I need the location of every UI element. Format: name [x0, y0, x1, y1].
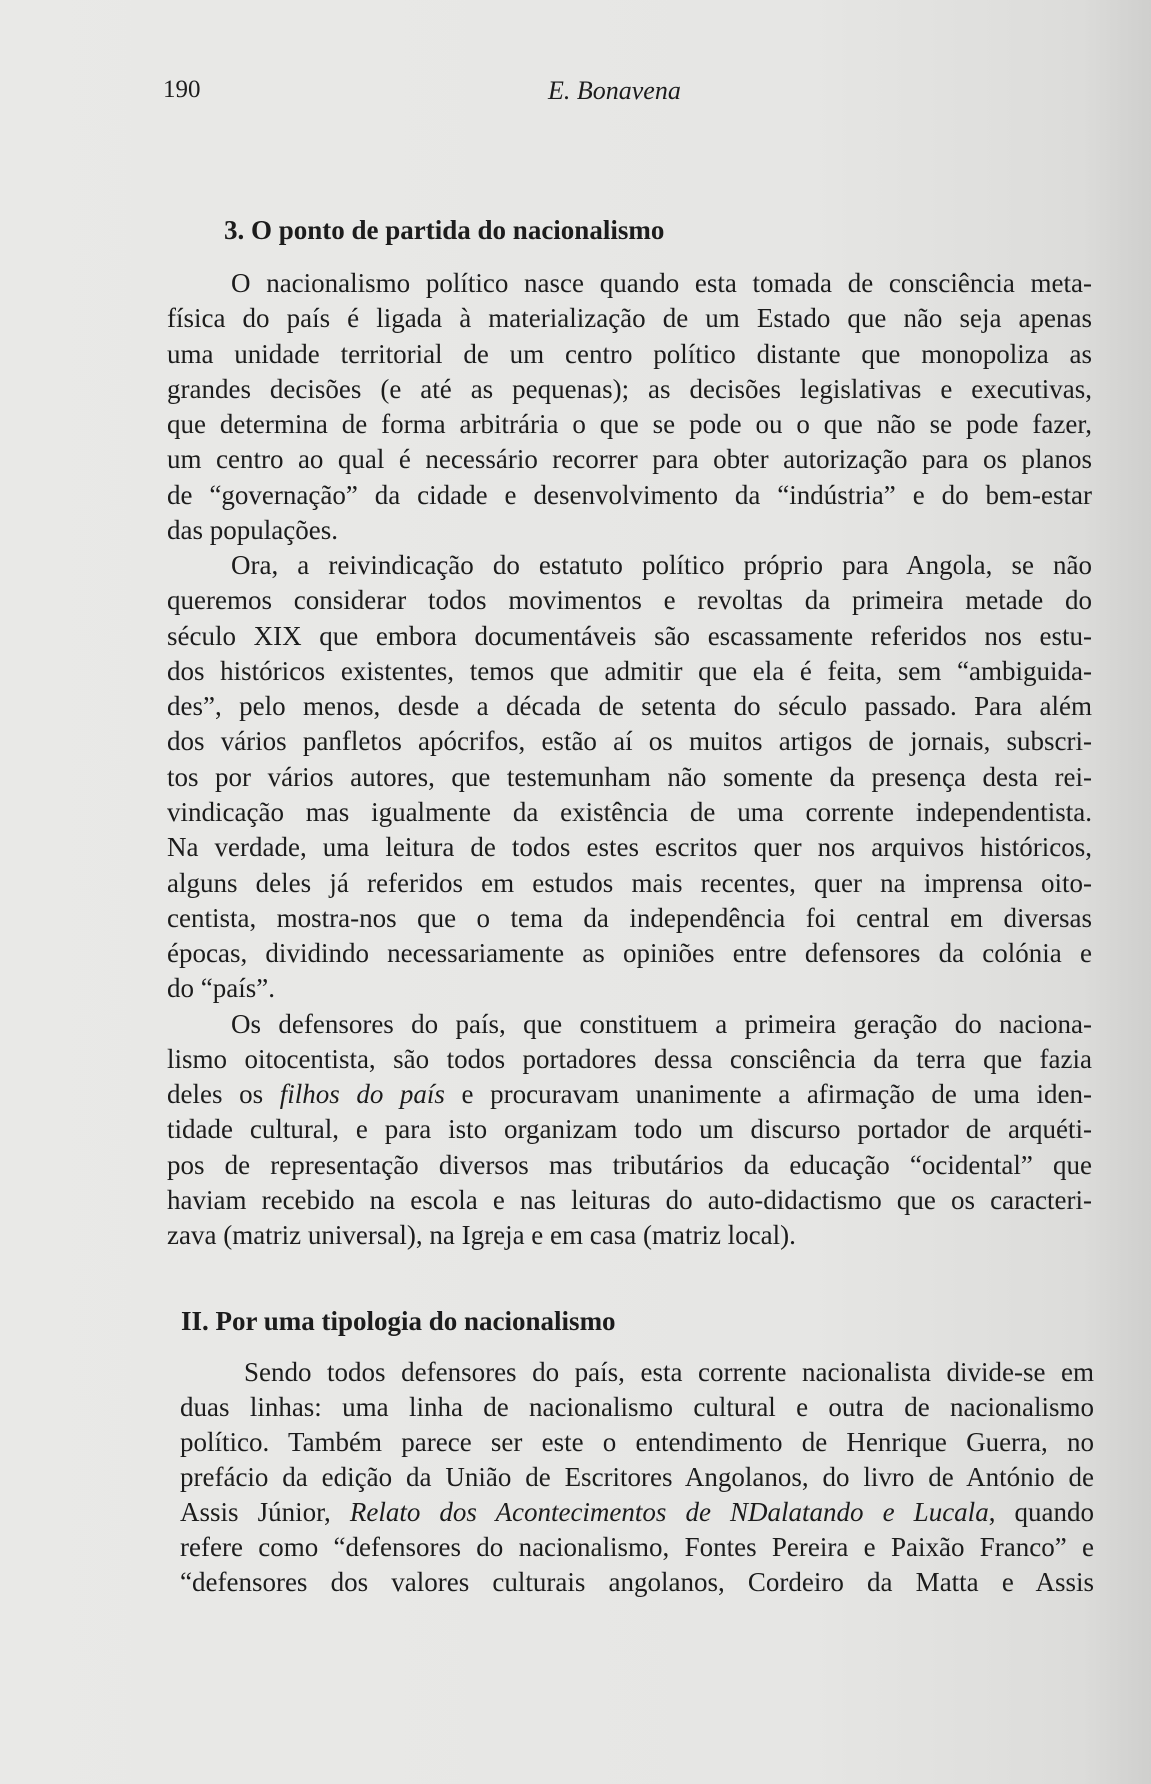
text-line: [167, 478, 1092, 513]
section-II-body: [180, 1355, 1094, 1600]
text-segment: e procuravam unanimente a afirmação de uma iden-: [444, 1079, 1092, 1110]
text-segment: zava (matriz universal), na Igreja e em casa (matriz local).: [167, 1220, 796, 1251]
text-segment: Ora, a reivindicação do estatuto político próprio para Angola, se não: [231, 550, 1092, 581]
text-line: [167, 1183, 1092, 1218]
text-segment: das populações.: [167, 514, 338, 545]
text-line: [167, 654, 1092, 689]
text-line: [167, 1077, 1092, 1112]
page-number: 190: [163, 76, 201, 103]
section-heading-3: 3. O ponto de partida do nacionalismo: [224, 215, 665, 245]
text-line: [167, 619, 1092, 654]
text-segment: duas linhas: uma linha de nacionalismo cultural e outra de nacionalismo: [180, 1392, 1094, 1422]
text-segment: tos por vários autores, que testemunham não somente da presença desta rei-: [167, 761, 1092, 792]
text-segment: Assis Júnior,: [180, 1497, 350, 1527]
text-segment: século XIX que embora documentáveis são escassamente referidos nos estu-: [167, 620, 1092, 651]
text-segment: alguns deles já referidos em estudos mais recentes, quer na imprensa oito-: [167, 867, 1092, 898]
text-line: [167, 1148, 1092, 1183]
text-line: [167, 795, 1092, 830]
text-segment: do “país”.: [167, 973, 275, 1004]
text-segment: dos históricos existentes, temos que admitir que ela é feita, sem “ambiguida-: [167, 655, 1092, 686]
text-line: [180, 1390, 1094, 1425]
text-segment: dos vários panfletos apócrifos, estão aí os muitos artigos de jornais, subscri-: [167, 726, 1092, 757]
text-line: [167, 901, 1092, 936]
text-line: [167, 266, 1092, 301]
text-line: [167, 513, 1092, 548]
text-line: [167, 689, 1092, 724]
paragraph: [167, 266, 1092, 548]
text-line: [167, 866, 1092, 901]
text-segment: prefácio da edição da União de Escritores Angolanos, do livro de António de: [180, 1462, 1094, 1492]
text-line: [167, 442, 1092, 477]
text-segment: vindicação mas igualmente da existência de uma corrente independentista.: [167, 796, 1092, 827]
text-segment: refere como “defensores do nacionalismo, Fontes Pereira e Paixão Franco” e: [180, 1532, 1094, 1562]
text-line: [167, 337, 1092, 372]
text-line: [167, 724, 1092, 759]
text-segment: queremos considerar todos movimentos e revoltas da primeira metade do: [167, 585, 1092, 616]
text-line: [167, 583, 1092, 618]
text-segment: deles os: [167, 1079, 280, 1110]
paragraph: [167, 548, 1092, 1006]
text-line: [167, 760, 1092, 795]
text-line: [167, 548, 1092, 583]
text-segment: lismo oitocentista, são todos portadores dessa consciência da terra que fazia: [167, 1043, 1092, 1074]
text-line: [167, 1007, 1092, 1042]
text-line: [180, 1460, 1094, 1495]
text-segment: O nacionalismo político nasce quando esta tomada de consciência meta-: [231, 268, 1092, 298]
text-segment: Na verdade, uma leitura de todos estes escritos quer nos arquivos históricos,: [167, 832, 1092, 863]
text-segment: haviam recebido na escola e nas leituras do auto-didactismo que os caracteri-: [167, 1184, 1092, 1215]
section-3-body: [167, 266, 1092, 1253]
italic-title-text: Relato dos Acontecimentos de NDalatando e Lucala: [349, 1497, 989, 1527]
text-line: [180, 1495, 1094, 1530]
section-heading-II: II. Por uma tipologia do nacionalismo: [181, 1306, 616, 1336]
text-segment: pos de representação diversos mas tributários da educação “ocidental” que: [167, 1149, 1092, 1180]
text-segment: , quando: [988, 1497, 1094, 1527]
paragraph: [167, 1007, 1092, 1254]
text-line: [180, 1425, 1094, 1460]
text-line: [167, 372, 1092, 407]
text-segment: um centro ao qual é necessário recorrer para obter autorização para os planos: [167, 444, 1092, 475]
text-segment: física do país é ligada à materialização de um Estado que não seja apenas: [167, 303, 1092, 334]
paragraph: [180, 1355, 1094, 1600]
text-line: [167, 971, 1092, 1006]
text-segment: tidade cultural, e para isto organizam todo um discurso portador de arquéti-: [167, 1114, 1092, 1145]
text-segment: centista, mostra-nos que o tema da independência foi central em diversas: [167, 902, 1092, 933]
text-segment: grandes decisões (e até as pequenas); as decisões legislativas e executivas,: [167, 373, 1092, 404]
running-head-author: E. Bonavena: [548, 76, 681, 105]
text-line: [167, 1042, 1092, 1077]
text-segment: uma unidade territorial de um centro político distante que monopoliza as: [167, 338, 1092, 369]
text-segment: Os defensores do país, que constituem a primeira geração do naciona-: [231, 1008, 1092, 1039]
text-line: [167, 1218, 1092, 1253]
text-segment: que determina de forma arbitrária o que se pode ou o que não se pode fazer,: [167, 409, 1092, 440]
text-line: [167, 301, 1092, 336]
text-line: [167, 936, 1092, 971]
text-segment: político. Também parece ser este o entendimento de Henrique Guerra, no: [180, 1427, 1094, 1457]
text-line: [180, 1530, 1094, 1565]
text-segment: de “governação” da cidade e desenvolvimento da “indústria” e do bem-estar: [167, 479, 1092, 510]
italic-title-text: filhos do país: [279, 1079, 445, 1110]
text-segment: épocas, dividindo necessariamente as opiniões entre defensores da colónia e: [167, 938, 1092, 969]
text-line: [167, 830, 1092, 865]
text-line: [167, 407, 1092, 442]
text-line: [167, 1112, 1092, 1147]
text-line: [180, 1355, 1094, 1390]
text-segment: “defensores dos valores culturais angolanos, Cordeiro da Matta e Assis: [180, 1567, 1094, 1597]
text-segment: des”, pelo menos, desde a década de setenta do século passado. Para além: [167, 691, 1092, 722]
text-segment: Sendo todos defensores do país, esta corrente nacionalista divide-se em: [244, 1357, 1094, 1387]
text-line: [180, 1565, 1094, 1600]
